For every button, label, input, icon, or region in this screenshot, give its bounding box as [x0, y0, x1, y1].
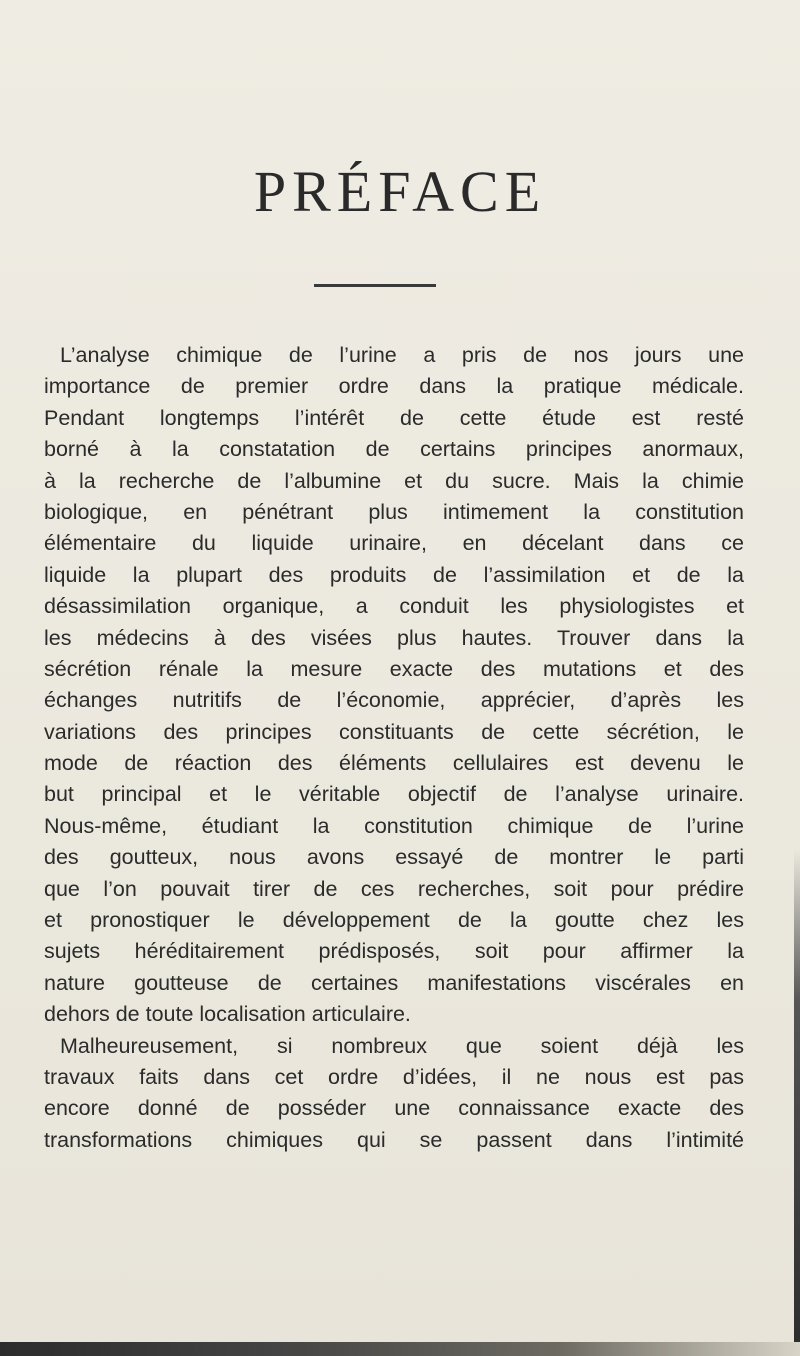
text-line: que l’on pouvait tirer de ces recherches, soit pour prédire [44, 876, 744, 901]
text-line: Nous-même, étudiant la constitution chimique de l’urine [44, 813, 744, 838]
text-line: liquide la plupart des produits de l’assimilation et de la [44, 562, 744, 587]
text-line: sujets héréditairement prédisposés, soit pour affirmer la [44, 939, 744, 964]
text-line: importance de premier ordre dans la pratique médicale. [44, 374, 744, 399]
text-line: désassimilation organique, a conduit les physiologistes et [44, 594, 744, 619]
text-line: encore donné de posséder une connaissance exacte des [44, 1096, 744, 1121]
text-line: et pronostiquer le développement de la goutte chez les [44, 908, 744, 933]
text-line: borné à la constatation de certains principes anormaux, [44, 437, 744, 462]
text-line: Malheureusement, si nombreux que soient déjà les [60, 1033, 744, 1058]
text-line: à la recherche de l’albumine et du sucre. Mais la chimie [44, 468, 744, 493]
text-line: élémentaire du liquide urinaire, en décelant dans ce [44, 531, 744, 556]
text-line: des goutteux, nous avons essayé de montrer le parti [44, 845, 744, 870]
title-divider [314, 284, 436, 287]
preface-text [44, 340, 744, 1156]
text-line: échanges nutritifs de l’économie, apprécier, d’après les [44, 688, 744, 713]
scan-border [0, 1342, 800, 1356]
page-title: PRÉFACE [253, 159, 547, 224]
text-line: sécrétion rénale la mesure exacte des mutations et des [44, 656, 744, 681]
text-line: travaux faits dans cet ordre d’idées, il ne nous est pas [44, 1064, 744, 1089]
text-line: biologique, en pénétrant plus intimement la constitution [44, 499, 744, 524]
text-line: variations des principes constituants de cette sécrétion, le [44, 719, 744, 744]
text-line: Pendant longtemps l’intérêt de cette étude est resté [44, 405, 744, 430]
text-line: nature goutteuse de certaines manifestations viscérales en [44, 970, 744, 995]
text-line: les médecins à des visées plus hautes. Trouver dans la [44, 625, 744, 650]
text-line: dehors de toute localisation articulaire. [44, 1002, 411, 1027]
text-line: mode de réaction des éléments cellulaires est devenu le [44, 751, 744, 776]
page-edge-shadow [794, 850, 800, 1356]
text-line: L’analyse chimique de l’urine a pris de nos jours une [60, 343, 744, 367]
text-line: transformations chimiques qui se passent dans l’intimité [44, 1127, 744, 1152]
text-line: but principal et le véritable objectif de l’analyse urinaire. [44, 782, 744, 807]
